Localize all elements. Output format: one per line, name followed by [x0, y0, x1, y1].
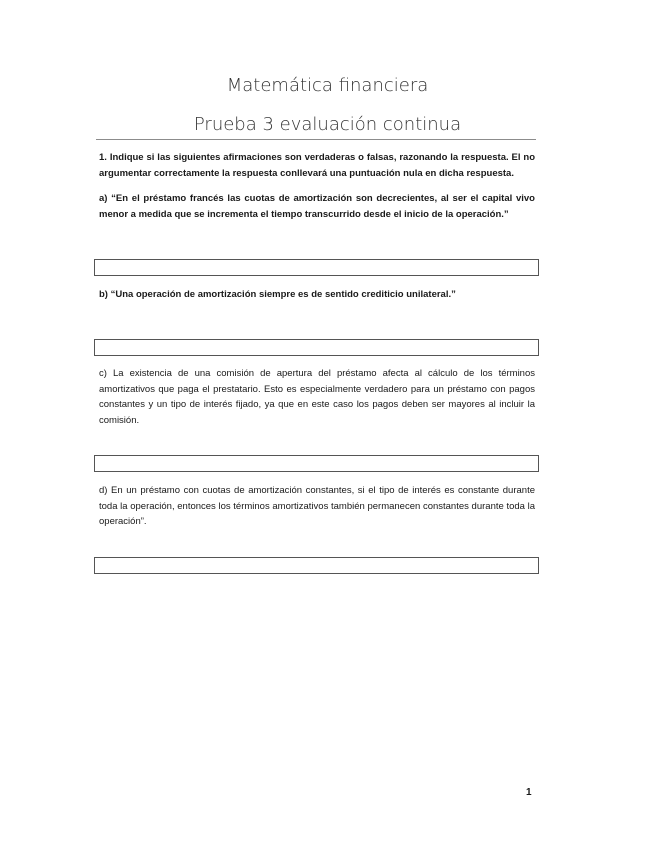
page-number: 1 — [526, 787, 532, 798]
question-d-text: d) En un préstamo con cuotas de amortización constantes, si el tipo de interés es constante durante toda la operación, entonces los términos amortizativos también permanecen constantes durante toda la operación”. — [99, 485, 535, 527]
answer-box-d[interactable] — [94, 557, 539, 574]
answer-box-a[interactable] — [94, 259, 539, 276]
question-c-text: c) La existencia de una comisión de apertura del préstamo afecta al cálculo de los términos amortizativos que paga el prestatario. Esto es especialmente verdadero para un préstamo con pagos constantes y un tipo de interés fijado, ya que en este caso los pagos deben ser mayores al incluir la comisión. — [99, 368, 535, 426]
question-a-text: a) “En el préstamo francés las cuotas de amortización son decrecientes, al ser el capital vivo menor a medida que se incrementa el tiempo transcurrido desde el inicio de la operación.” — [99, 193, 535, 220]
question-b-text: b) “Una operación de amortización siempre es de sentido crediticio unilateral.” — [99, 289, 456, 300]
instructions-text: 1. Indique si las siguientes afirmaciones son verdaderas o falsas, razonando la respuesta. El no argumentar correctamente la respuesta conllevará una puntuación nula en dicha respuesta. — [99, 152, 535, 179]
answer-box-c[interactable] — [94, 455, 539, 472]
title-divider — [96, 139, 536, 140]
document-subtitle: Prueba 3 evaluación continua — [193, 114, 462, 135]
document-title: Matemática financiera — [226, 75, 429, 96]
answer-box-b[interactable] — [94, 339, 539, 356]
